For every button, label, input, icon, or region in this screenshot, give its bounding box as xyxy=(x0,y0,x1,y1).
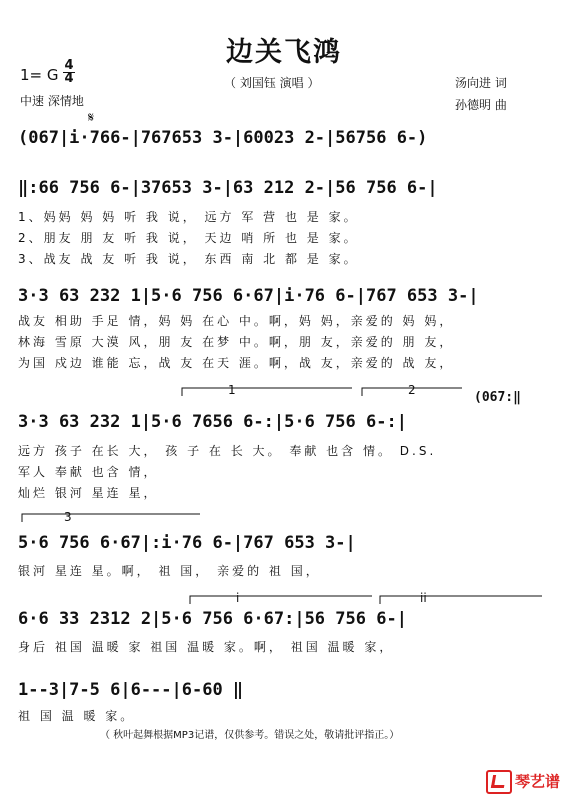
lyric-verse-3: 灿烂 银河 星连 星， xyxy=(18,486,159,500)
volta-2-label: 2 xyxy=(408,383,416,397)
lyric-verse-3: 为国 戍边 谁能 忘，战 友 在天 涯。啊，战 友，亲爱的 战 友， xyxy=(18,356,455,370)
volta-2-bracket xyxy=(362,388,462,396)
lyricist-credit: 汤向进 词 xyxy=(455,76,507,90)
lyric-verse-1: 1、妈妈 妈 妈 听 我 说， 远方 军 营 也 是 家。 xyxy=(18,210,359,224)
transcription-note: （ 秋叶起舞根据MP3记谱，仅供参考。错误之处，敬请批评指正。） xyxy=(100,730,400,741)
key-signature: 1= G xyxy=(20,66,59,84)
notation-row-4: 5·6 756 6·67|:i·76 6-|767 653 3-| xyxy=(18,533,356,553)
lyric-line: 身后 祖国 温暖 家 祖国 温暖 家。啊， 祖国 温暖 家， xyxy=(18,640,395,654)
logo-text: 琴艺谱 xyxy=(514,772,560,791)
tempo-marking: 中速 深情地 xyxy=(20,94,84,108)
lyric-line: 祖 国 温 暖 家。 xyxy=(18,709,136,723)
notation-row-5: 6·6 33 2312 2|5·6 756 6·67:|56 756 6-| xyxy=(18,609,407,629)
time-denominator: 4 xyxy=(64,71,74,86)
lyric-verse-2: 军人 奉献 也含 情， xyxy=(18,465,159,479)
lyric-verse-2: 林海 雪原 大漠 风，朋 友 在梦 中。啊，朋 友，亲爱的 朋 友， xyxy=(18,335,455,349)
volta-ii-bracket xyxy=(380,596,542,604)
notation-row-2: 3·3 63 232 1|5·6 756 6·67|i·76 6-|767 653 3-| xyxy=(18,286,479,306)
volta-i-bracket xyxy=(190,596,372,604)
singer-credit: （ 刘国钰 演唱 ） xyxy=(224,76,320,90)
lyric-verse-3: 3、战友 战 友 听 我 说， 东西 南 北 都 是 家。 xyxy=(18,252,359,266)
volta-1-label: 1 xyxy=(228,383,236,397)
volta-ii-label: ii xyxy=(420,591,427,605)
notation-row-intro: (067|i·766-|767653 3-|60023 2-|56756 6-) xyxy=(18,128,428,148)
return-marking: (067:‖ xyxy=(474,390,521,405)
lyric-verse-1: 战友 相助 手足 情，妈 妈 在心 中。啊，妈 妈，亲爱的 妈 妈， xyxy=(18,314,455,328)
volta-3-label: 3 xyxy=(64,510,72,524)
lyric-verse-2: 2、朋友 朋 友 听 我 说， 天边 哨 所 也 是 家。 xyxy=(18,231,359,245)
lyric-verse-1: 远方 孩子 在长 大， 孩 子 在 长 大。 奉献 也含 情。 D.S. xyxy=(18,444,437,458)
notation-row-3: 3·3 63 232 1|5·6 7656 6-:|5·6 756 6-:| xyxy=(18,412,407,432)
composer-credit: 孙德明 曲 xyxy=(455,98,507,112)
segno-icon: 𝄋 xyxy=(88,110,95,126)
notation-row-1: ‖:66 756 6-|37653 3-|63 212 2-|56 756 6-| xyxy=(18,178,438,198)
notation-row-6: 1--3|7-5 6|6---|6-60 ‖ xyxy=(18,680,244,700)
lyric-line: 银河 星连 星。啊， 祖 国， 亲爱的 祖 国， xyxy=(18,564,321,578)
time-numerator: 4 xyxy=(64,58,74,73)
volta-1-bracket xyxy=(182,388,352,396)
volta-i-label: i xyxy=(236,591,240,605)
song-title: 边关飞鸿 xyxy=(226,37,342,68)
volta-3-bracket xyxy=(22,514,200,522)
